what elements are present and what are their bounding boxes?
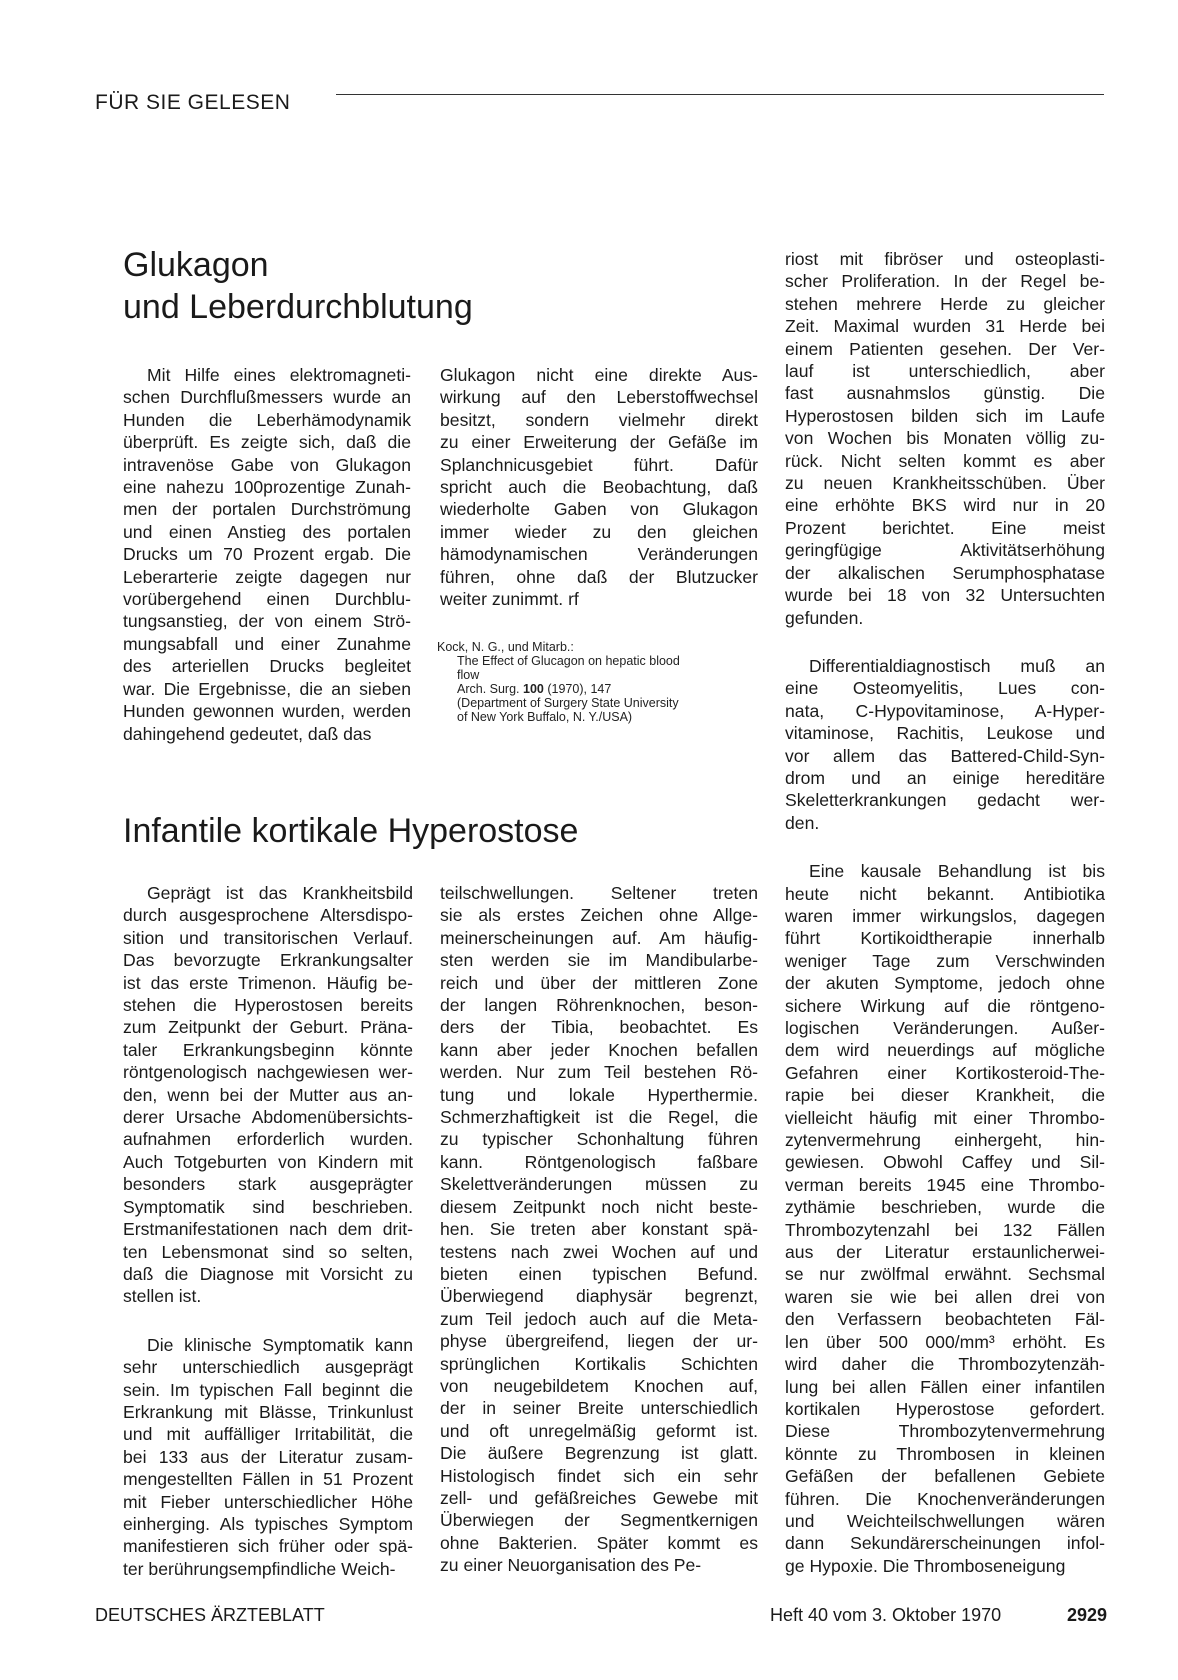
citation-journal-prefix: Arch. Surg. <box>457 682 520 696</box>
text-line: Glukagon nicht eine direkte Aus- <box>440 365 758 385</box>
text-line: tung und lokale Hyperthermie. <box>440 1084 758 1105</box>
text-line: wirkung auf den Leberstoffwechsel <box>440 387 758 408</box>
text-line: bei 133 aus der Literatur zusam- <box>123 1446 413 1467</box>
section-label: FÜR SIE GELESEN <box>95 91 291 114</box>
text-line: und einen Anstieg des portalen <box>123 521 411 542</box>
text-line: sie als erstes Zeichen ohne Allge- <box>440 905 758 926</box>
text-line: riost mit fibröser und osteoplasti- <box>785 249 1105 269</box>
text-line: Splanchnicusgebiet führt. Dafür <box>440 454 758 475</box>
article2-column-1 <box>123 882 413 1580</box>
citation-department <box>437 696 762 724</box>
text-line: sichere Wirkung auf die röntgeno- <box>785 995 1105 1016</box>
text-line: mit Fieber unterschiedlicher Höhe <box>123 1491 413 1512</box>
text-line: nata, C-Hypovitaminose, A-Hyper- <box>785 700 1105 721</box>
text-line: der in seiner Breite unterschiedlich <box>440 1398 758 1419</box>
text-line: tungsanstieg, der von einem Strö- <box>123 611 411 632</box>
text-line: eine erhöhte BKS wird nur in 20 <box>785 495 1105 516</box>
text-line: führen. Die Knochenveränderungen <box>785 1488 1105 1509</box>
text-line: mengestellten Fällen in 51 Prozent <box>123 1469 413 1490</box>
text-line: gewiesen. Obwohl Caffey und Sil- <box>785 1152 1105 1173</box>
text-line: meinerscheinungen auf. Am häufig- <box>440 927 758 948</box>
text-line: Drucks um 70 Prozent ergab. Die <box>123 544 411 565</box>
text-line: aufnahmen erforderlich wurden. <box>123 1129 413 1150</box>
text-line: drom und an einige hereditäre <box>785 767 1105 788</box>
text-line: vielleicht häufig mit einer Thrombo- <box>785 1107 1105 1128</box>
text-line: einem Patienten gesehen. Der Ver- <box>785 338 1105 359</box>
text-line: immer wieder zu den gleichen <box>440 521 758 542</box>
text-line: Gefahren einer Kortikosteroid-The- <box>785 1062 1105 1083</box>
text-line: rück. Nicht selten kommt es aber <box>785 450 1105 471</box>
text-line: wurde bei 18 von 32 Untersuchten <box>785 585 1105 606</box>
text-line: derer Ursache Abdomenübersichts- <box>123 1107 413 1128</box>
text-line: besitzt, sondern vielmehr direkt <box>440 409 758 430</box>
text-line: zu typischer Schonhaltung führen <box>440 1129 758 1150</box>
text-line: dem wird neuerdings auf mögliche <box>785 1040 1105 1061</box>
text-line: vorübergehend einen Durchblu- <box>123 589 411 610</box>
text-line: kortikalen Hyperostose gefordert. <box>785 1398 1105 1419</box>
text-line: wiederholte Gaben von Glukagon <box>440 499 758 520</box>
text-line: Leberarterie zeigte dagegen nur <box>123 566 411 587</box>
text-line: von neugebildetem Knochen auf, <box>440 1375 758 1396</box>
text-line: war. Die Ergebnisse, die an sieben <box>123 678 411 699</box>
citation-department-line2: of New York Buffalo, N. Y./USA) <box>457 710 633 724</box>
text-line: scher Proliferation. In der Regel be- <box>785 271 1105 292</box>
text-line: hen. Sie treten aber konstant spä- <box>440 1219 758 1240</box>
text-line: mungsabfall und einer Zunahme <box>123 633 411 654</box>
text-line: und oft unregelmäßig geformt ist. <box>440 1420 758 1441</box>
text-line: teilschwellungen. Seltener treten <box>440 883 758 903</box>
text-line: der akuten Symptome, jedoch ohne <box>785 973 1105 994</box>
text-line: zu einer Neuorganisation des Pe- <box>440 1555 702 1576</box>
text-line: Gefäßen der befallenen Gebiete <box>785 1466 1105 1487</box>
text-line: Mit Hilfe eines elektromagneti- <box>147 365 411 385</box>
text-line: ter berührungsempfindliche Weich- <box>123 1558 396 1579</box>
text-line: Die klinische Symptomatik kann <box>147 1334 413 1355</box>
text-line: den. <box>785 812 820 833</box>
text-line: stellen ist. <box>123 1286 202 1307</box>
text-line: Erkrankung mit Blässe, Trinkunlust <box>123 1401 413 1422</box>
citation-department-line1: (Department of Surgery State University <box>457 696 679 710</box>
text-line: Hunden die Leberhämodynamik <box>123 409 411 430</box>
text-line: dann Sekundärerscheinungen infol- <box>785 1533 1105 1554</box>
citation-journal-volume: 100 <box>523 682 544 696</box>
text-line: len über 500 000/mm³ erhöht. Es <box>785 1331 1105 1352</box>
text-line: Eine kausale Behandlung ist bis <box>809 861 1105 882</box>
text-line: lung bei allen Fällen einer infantilen <box>785 1376 1105 1397</box>
text-line: taler Erkrankungsbeginn könnte <box>123 1039 413 1060</box>
paragraph-gap <box>785 834 1105 860</box>
text-line: waren immer wirkungslos, dagegen <box>785 905 1105 926</box>
text-line: reich und über der mittleren Zone <box>440 972 758 993</box>
text-line: Prozent berichtet. Eine meist <box>785 517 1105 538</box>
text-line: Überwiegen der Segmentkernigen <box>440 1510 758 1531</box>
text-line: ohne Bakterien. Später kommt es <box>440 1532 758 1553</box>
text-line: sition und transitorischen Verlauf. <box>123 927 413 948</box>
text-line: zum Teil jedoch auch auf die Meta- <box>440 1308 758 1329</box>
text-line: zu einer Erweiterung der Gefäße im <box>440 432 758 453</box>
text-line: besonders stark ausgeprägter <box>123 1174 413 1195</box>
text-line: fast ausnahmslos günstig. Die <box>785 383 1105 404</box>
text-line: verman bereits 1945 eine Thrombo- <box>785 1174 1105 1195</box>
text-line: dahingehend gedeutet, daß das <box>123 723 372 744</box>
article2-column-3-para-2 <box>785 655 1105 834</box>
article2-column-1-para-1 <box>123 882 413 1308</box>
text-line: vor allem das Battered-Child-Syn- <box>785 745 1105 766</box>
text-line: Überwiegend diaphysär begrenzt, <box>440 1286 758 1307</box>
text-line: Thrombozytenzahl bei 132 Fällen <box>785 1219 1105 1240</box>
paragraph-gap <box>123 1308 413 1334</box>
article2-column-3 <box>785 248 1105 1577</box>
text-line: führt Kortikoidtherapie innerhalb <box>785 928 1105 949</box>
text-line: zell- und gefäßreiches Gewebe mit <box>440 1487 758 1508</box>
text-line: röntgenologisch nachgewiesen wer- <box>123 1062 413 1083</box>
text-line: bieten einen typischen Befund. <box>440 1263 758 1284</box>
text-line: eine nahezu 100prozentige Zunah- <box>123 477 411 498</box>
text-line: spricht auch die Beobachtung, daß <box>440 477 758 498</box>
text-line: einherging. Als typisches Symptom <box>123 1513 413 1534</box>
text-line: diesem Zeitpunkt noch nicht beste- <box>440 1196 758 1217</box>
article1-title-line2: und Leberdurchblutung <box>123 288 473 326</box>
text-line: Schmerzhaftigkeit ist die Regel, die <box>440 1107 758 1128</box>
text-line: manifestieren sich früher oder spä- <box>123 1536 413 1557</box>
article1-title-line1: Glukagon <box>123 246 269 284</box>
footer-issue: Heft 40 vom 3. Oktober 1970 <box>770 1605 1002 1625</box>
text-line: waren sie wie bei allen drei von <box>785 1286 1105 1307</box>
text-line: Diese Thrombozytenvermehrung <box>785 1421 1105 1442</box>
text-line: physe übergreifend, liegen der ur- <box>440 1331 758 1352</box>
text-line: Auch Totgeburten von Kindern mit <box>123 1151 413 1172</box>
citation-journal <box>437 682 762 696</box>
text-line: geringfügige Aktivitätserhöhung <box>785 540 1105 561</box>
text-line: kann aber jeder Knochen befallen <box>440 1039 758 1060</box>
text-line: weiter zunimmt. rf <box>440 589 579 610</box>
text-line: aus der Literatur erstaunlicherwei- <box>785 1242 1105 1263</box>
text-line: zytenvermehrung einhergeht, hin- <box>785 1130 1105 1151</box>
text-line: Symptomatik sind beschrieben. <box>123 1196 413 1217</box>
article2-column-3-para-3 <box>785 860 1105 1577</box>
text-line: des arteriellen Drucks begleitet <box>123 656 411 677</box>
article2-column-2 <box>440 882 758 1577</box>
citation-authors: Kock, N. G., und Mitarb.: <box>437 640 574 654</box>
text-line: ders der Tibia, beobachtet. Es <box>440 1017 758 1038</box>
text-line: Skelettveränderungen müssen zu <box>440 1174 758 1195</box>
text-line: durch ausgesprochene Altersdispo- <box>123 905 413 926</box>
text-line: sten werden sie im Mandibularbe- <box>440 950 758 971</box>
text-line: logischen Veränderungen. Außer- <box>785 1018 1105 1038</box>
text-line: und mit auffälliger Irritabilität, die <box>123 1424 413 1445</box>
text-line: den, wenn bei der Mutter aus an- <box>123 1084 413 1105</box>
text-line: von Wochen bis Monaten völlig zu- <box>785 428 1105 449</box>
text-line: den Verfassern beobachteten Fäl- <box>785 1309 1105 1330</box>
text-line: werden. Nur zum Teil bestehen Rö- <box>440 1062 758 1083</box>
text-line: ge Hypoxie. Die Thromboseneigung <box>785 1555 1066 1576</box>
text-line: Differentialdiagnostisch muß an <box>809 655 1105 676</box>
text-line: Zeit. Maximal wurden 31 Herde bei <box>785 316 1105 337</box>
text-line: überprüft. Es zeigte sich, daß die <box>123 432 411 453</box>
text-line: der alkalischen Serumphosphatase <box>785 562 1105 583</box>
article1-citation <box>437 640 762 724</box>
text-line: Histologisch findet sich ein sehr <box>440 1465 758 1486</box>
text-line: schen Durchflußmessers wurde an <box>123 387 411 408</box>
text-line: heute nicht bekannt. Antibiotika <box>785 883 1105 904</box>
citation-title-line1: The Effect of Glucagon on hepatic blood <box>457 654 680 668</box>
text-line: stehen die Hyperostosen bereits <box>123 995 413 1016</box>
text-line: hämodynamischen Veränderungen <box>440 544 758 565</box>
text-line: ist das erste Trimenon. Häufig be- <box>123 972 413 993</box>
text-line: testens nach zwei Wochen auf und <box>440 1241 758 1262</box>
text-line: Skeletterkrankungen gedacht wer- <box>785 790 1105 811</box>
article1-column-2 <box>440 364 758 610</box>
citation-journal-suffix: (1970), 147 <box>547 682 612 696</box>
text-line: lauf ist unterschiedlich, aber <box>785 361 1105 382</box>
text-line: ten Lebensmonat sind so selten, <box>123 1241 413 1262</box>
text-line: zum Zeitpunkt der Geburt. Pränа- <box>123 1017 413 1038</box>
text-line: Hunden gewonnen wurden, werden <box>123 701 411 722</box>
header-rule <box>336 94 1104 95</box>
article1-column-1 <box>123 364 411 745</box>
paragraph-gap <box>785 629 1105 655</box>
text-line: wird daher die Thrombozytenzäh- <box>785 1354 1105 1375</box>
text-line: se nur zwölfmal erwähnt. Sechsmal <box>785 1264 1105 1285</box>
article2-column-1-para-2 <box>123 1334 413 1580</box>
text-line: weniger Tage zum Verschwinden <box>785 950 1105 971</box>
footer-journal: DEUTSCHES ÄRZTEBLATT <box>95 1605 325 1625</box>
text-line: stehen mehrere Herde zu gleicher <box>785 293 1105 314</box>
footer-page-number: 2929 <box>1067 1605 1108 1625</box>
text-line: und Weichteilschwellungen wären <box>785 1510 1105 1531</box>
text-line: rapie bei dieser Krankheit, die <box>785 1085 1105 1106</box>
citation-title-line2: flow <box>457 668 480 682</box>
text-line: der langen Röhrenknochen, beson- <box>440 995 758 1016</box>
text-line: vitaminose, Rachitis, Leukose und <box>785 723 1105 744</box>
text-line: könnte zu Thrombosen in kleinen <box>785 1443 1105 1464</box>
text-line: Hyperostosen bilden sich im Laufe <box>785 405 1105 426</box>
text-line: Das bevorzugte Erkrankungsalter <box>123 950 413 971</box>
text-line: Die äußere Begrenzung ist glatt. <box>440 1443 758 1464</box>
citation-title <box>437 654 762 682</box>
text-line: intravenöse Gabe von Glukagon <box>123 454 411 475</box>
text-line: Erstmanifestationen nach dem drit- <box>123 1219 413 1240</box>
article2-title: Infantile kortikale Hyperostose <box>123 812 579 850</box>
text-line: Geprägt ist das Krankheitsbild <box>147 883 413 903</box>
text-line: eine Osteomyelitis, Lues con- <box>785 678 1105 699</box>
text-line: führen, ohne daß der Blutzucker <box>440 566 758 587</box>
text-line: zu neuen Krankheitsschüben. Über <box>785 473 1105 494</box>
text-line: sprünglichen Kortikalis Schichten <box>440 1353 758 1374</box>
article2-column-3-para-1 <box>785 248 1105 629</box>
text-line: zythämie beschrieben, wurde die <box>785 1197 1105 1218</box>
article1-title <box>123 244 473 328</box>
text-line: gefunden. <box>785 607 864 628</box>
text-line: men der portalen Durchströmung <box>123 499 411 520</box>
text-line: sein. Im typischen Fall beginnt die <box>123 1379 413 1400</box>
text-line: sehr unterschiedlich ausgeprägt <box>123 1357 413 1378</box>
text-line: daß die Diagnose mit Vorsicht zu <box>123 1263 413 1284</box>
text-line: kann. Röntgenologisch faßbare <box>440 1151 758 1172</box>
